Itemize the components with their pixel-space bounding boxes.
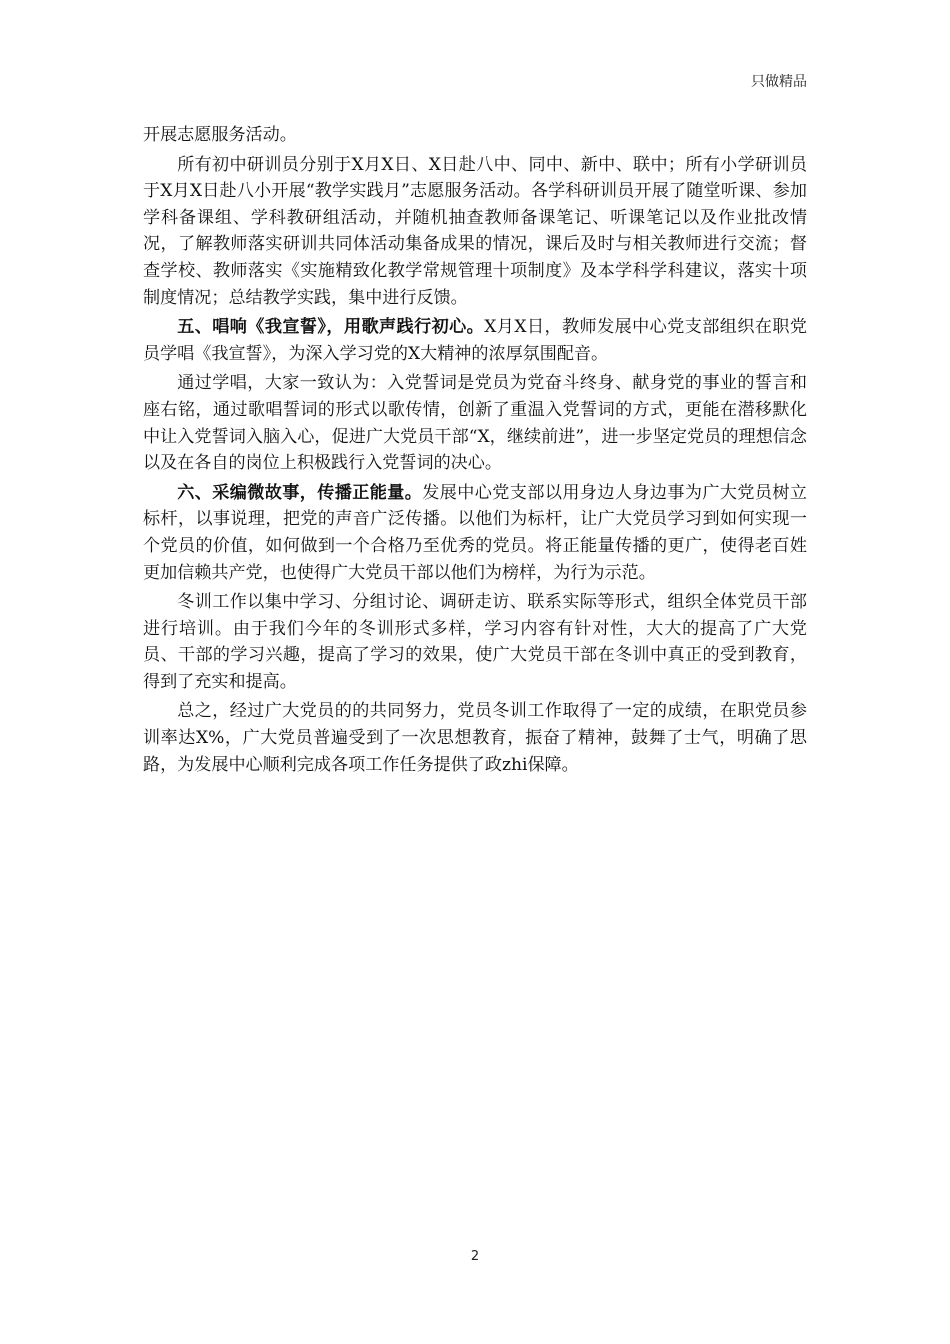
paragraph-continuation bbox=[143, 122, 807, 149]
document-body bbox=[143, 122, 807, 781]
page-header-label: 只做精品 bbox=[751, 74, 807, 90]
paragraph-text: 通过学唱，大家一致认为：入党誓词是党员为党奋斗终身、献身党的事业的誓言和座右铭，通过歌唱誓词的形式以歌传情，创新了重温入党誓词的方式，更能在潜移默化中让入党誓词入脑入心，促进广大党员干部“X，继续前进”，进一步坚定党员的理想信念以及在各自的岗位上积极践行入党誓词的决心。 bbox=[143, 373, 807, 474]
paragraph-conclusion bbox=[143, 698, 807, 778]
section-heading: 五、唱响《我宣誓》，用歌声践行初心。 bbox=[177, 317, 485, 338]
paragraph-section-five bbox=[143, 314, 807, 367]
paragraph-text: 冬训工作以集中学习、分组讨论、调研走访、联系实际等形式，组织全体党员干部进行培训。由于我们今年的冬训形式多样，学习内容有针对性，大大的提高了广大党员、干部的学习兴趣，提高了学习的效果，使广大党员干部在冬训中真正的受到教育，得到了充实和提高。 bbox=[143, 592, 807, 692]
section-heading: 六、采编微故事，传播正能量。 bbox=[177, 482, 423, 503]
paragraph-volunteer-activity bbox=[143, 152, 807, 312]
paragraph-winter-training bbox=[143, 589, 807, 695]
paragraph-text: 发展中心党支部以用身边人身边事为广大党员树立标杆，以事说理，把党的声音广泛传播。以他们为标杆，让广大党员学习到如何实现一个党员的价值，如何做到一个合格乃至优秀的党员。将正能量传播的更广，使得老百姓更加信赖共产党，也使得广大党员干部以他们为榜样，为行为示范。 bbox=[143, 482, 808, 583]
paragraph-oath-reflection bbox=[143, 370, 807, 476]
paragraph-text: 开展志愿服务活动。 bbox=[143, 125, 297, 145]
paragraph-text: 所有初中研训员分别于X月X日、X日赴八中、同中、新中、联中；所有小学研训员于X月X日赴八小开展“教学实践月”志愿服务活动。各学科研训员开展了随堂听课、参加学科备课组、学科教研组活动，并随机抽查教师备课笔记、听课笔记以及作业批改情况，了解教师落实研训共同体活动集备成果的情况，课后及时与相关教师进行交流；督查学校、教师落实《实施精致化教学常规管理十项制度》及本学科学科建议，落实十项制度情况；总结教学实践，集中进行反馈。 bbox=[143, 154, 807, 308]
page-number: 2 bbox=[470, 1249, 480, 1264]
paragraph-text: 总之，经过广大党员的的共同努力，党员冬训工作取得了一定的成绩，在职党员参训率达X%，广大党员普遍受到了一次思想教育，振奋了精神，鼓舞了士气，明确了思路，为发展中心顺利完成各项工作任务提供了政zhi保障。 bbox=[143, 701, 807, 775]
paragraph-section-six bbox=[143, 480, 807, 586]
paragraph-text: X月X日，教师发展中心党支部组织在职党员学唱《我宣誓》，为深入学习党的X大精神的浓厚氛围配音。 bbox=[143, 317, 808, 364]
